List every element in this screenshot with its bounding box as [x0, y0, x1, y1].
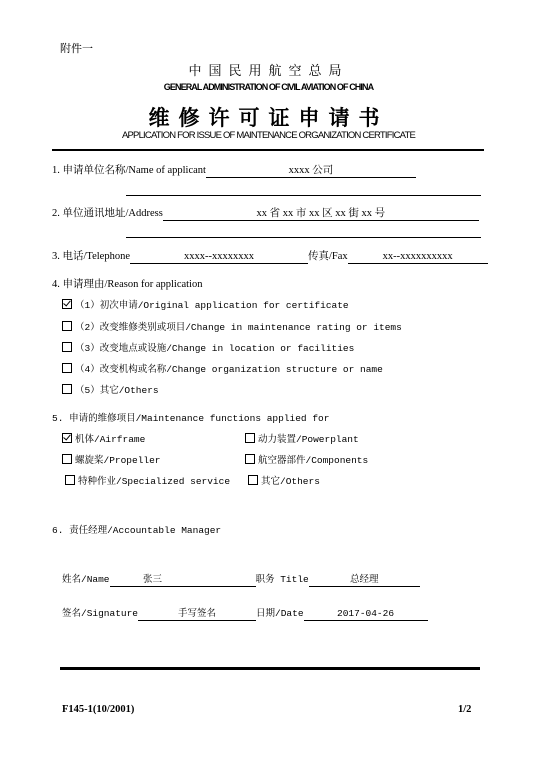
date-label: 日期/Date [256, 608, 304, 619]
form-title-en: APPLICATION FOR ISSUE OF MAINTENANCE ORGANIZATION CERTIFICATE [121, 130, 416, 141]
function-checkbox-others[interactable] [248, 475, 258, 485]
reason-option [62, 382, 159, 396]
applicant-label: 1. 申请单位名称/Name of applicant [52, 165, 206, 176]
address-row [52, 205, 479, 221]
manager-signature-row [62, 605, 428, 621]
function-checkbox-specialized[interactable] [65, 475, 75, 485]
reason-checkbox-3[interactable] [62, 342, 72, 352]
applicant-continuation-line [126, 195, 481, 196]
title-field[interactable]: 总经理 [309, 573, 420, 587]
page-number: 1/2 [458, 704, 472, 715]
fax-field[interactable]: xx--xxxxxxxxxx [348, 250, 488, 264]
function-label: 航空器部件/Components [258, 455, 369, 466]
function-label: 螺旋桨/Propeller [75, 455, 161, 466]
agency-name-cn: 中国民用航空总局 [188, 63, 349, 78]
applicant-field[interactable]: xxxx 公司 [206, 164, 416, 178]
function-label: 特种作业/Specialized service [78, 476, 231, 487]
function-item [62, 452, 161, 466]
signature-field[interactable]: 手写签名 [138, 607, 256, 621]
form-title-cn: 维修许可证申请书 [148, 106, 389, 130]
title-label: 职务 Title [255, 574, 309, 585]
function-item [245, 452, 368, 466]
function-item [62, 431, 145, 445]
agency-name-en: GENERAL ADMINISTRATION OF CIVIL AVIATION OF CHINA [163, 82, 374, 92]
function-label: 机体/Airframe [75, 434, 146, 445]
address-continuation-line [126, 237, 481, 238]
function-label: 动力装置/Powerplant [258, 434, 359, 445]
function-checkbox-powerplant[interactable] [245, 433, 255, 443]
fax-label: 传真/Fax [308, 251, 348, 262]
reason-option-label: （1）初次申请/Original application for certificate [75, 300, 349, 311]
function-checkbox-airframe[interactable] [62, 433, 72, 443]
function-checkbox-propeller[interactable] [62, 454, 72, 464]
manager-name-row [62, 571, 420, 587]
address-field[interactable]: xx 省 xx 市 xx 区 xx 街 xx 号 [163, 207, 479, 221]
function-item [245, 431, 359, 445]
reason-option [62, 340, 354, 354]
phone-row [52, 248, 488, 264]
name-field[interactable] [110, 573, 256, 587]
address-label: 2. 单位通讯地址/Address [52, 208, 163, 219]
reason-checkbox-1[interactable] [62, 299, 72, 309]
header-divider [52, 149, 484, 151]
form-code: F145-1(10/2001) [62, 704, 135, 715]
reason-option [62, 297, 349, 311]
name-value: 张三 [143, 574, 163, 585]
reason-option-label: （3）改变地点或设施/Change in location or facilities [75, 343, 355, 354]
function-checkbox-components[interactable] [245, 454, 255, 464]
footer-divider [60, 667, 480, 670]
reason-option-label: （4）改变机构或名称/Change organization structure or name [75, 364, 383, 375]
function-item [65, 473, 230, 487]
reason-heading: 4. 申请理由/Reason for application [52, 279, 203, 290]
applicant-row [52, 162, 416, 178]
signature-label: 签名/Signature [62, 608, 139, 619]
reason-option [62, 319, 402, 333]
reason-option-label: （2）改变维修类别或项目/Change in maintenance rating or items [75, 322, 402, 333]
manager-heading: 6. 责任经理/Accountable Manager [52, 525, 222, 536]
function-label: 其它/Others [261, 476, 320, 487]
reason-checkbox-5[interactable] [62, 384, 72, 394]
function-item [248, 473, 320, 487]
functions-heading: 5. 申请的维修项目/Maintenance functions applied for [52, 413, 330, 424]
telephone-label: 3. 电话/Telephone [52, 251, 130, 262]
date-field[interactable]: 2017-04-26 [304, 607, 428, 621]
attachment-label: 附件一 [60, 43, 93, 55]
reason-checkbox-2[interactable] [62, 321, 72, 331]
name-label: 姓名/Name [62, 574, 110, 585]
reason-option-label: （5）其它/Others [75, 385, 159, 396]
telephone-field[interactable]: xxxx--xxxxxxxx [130, 250, 308, 264]
reason-option [62, 361, 383, 375]
reason-checkbox-4[interactable] [62, 363, 72, 373]
